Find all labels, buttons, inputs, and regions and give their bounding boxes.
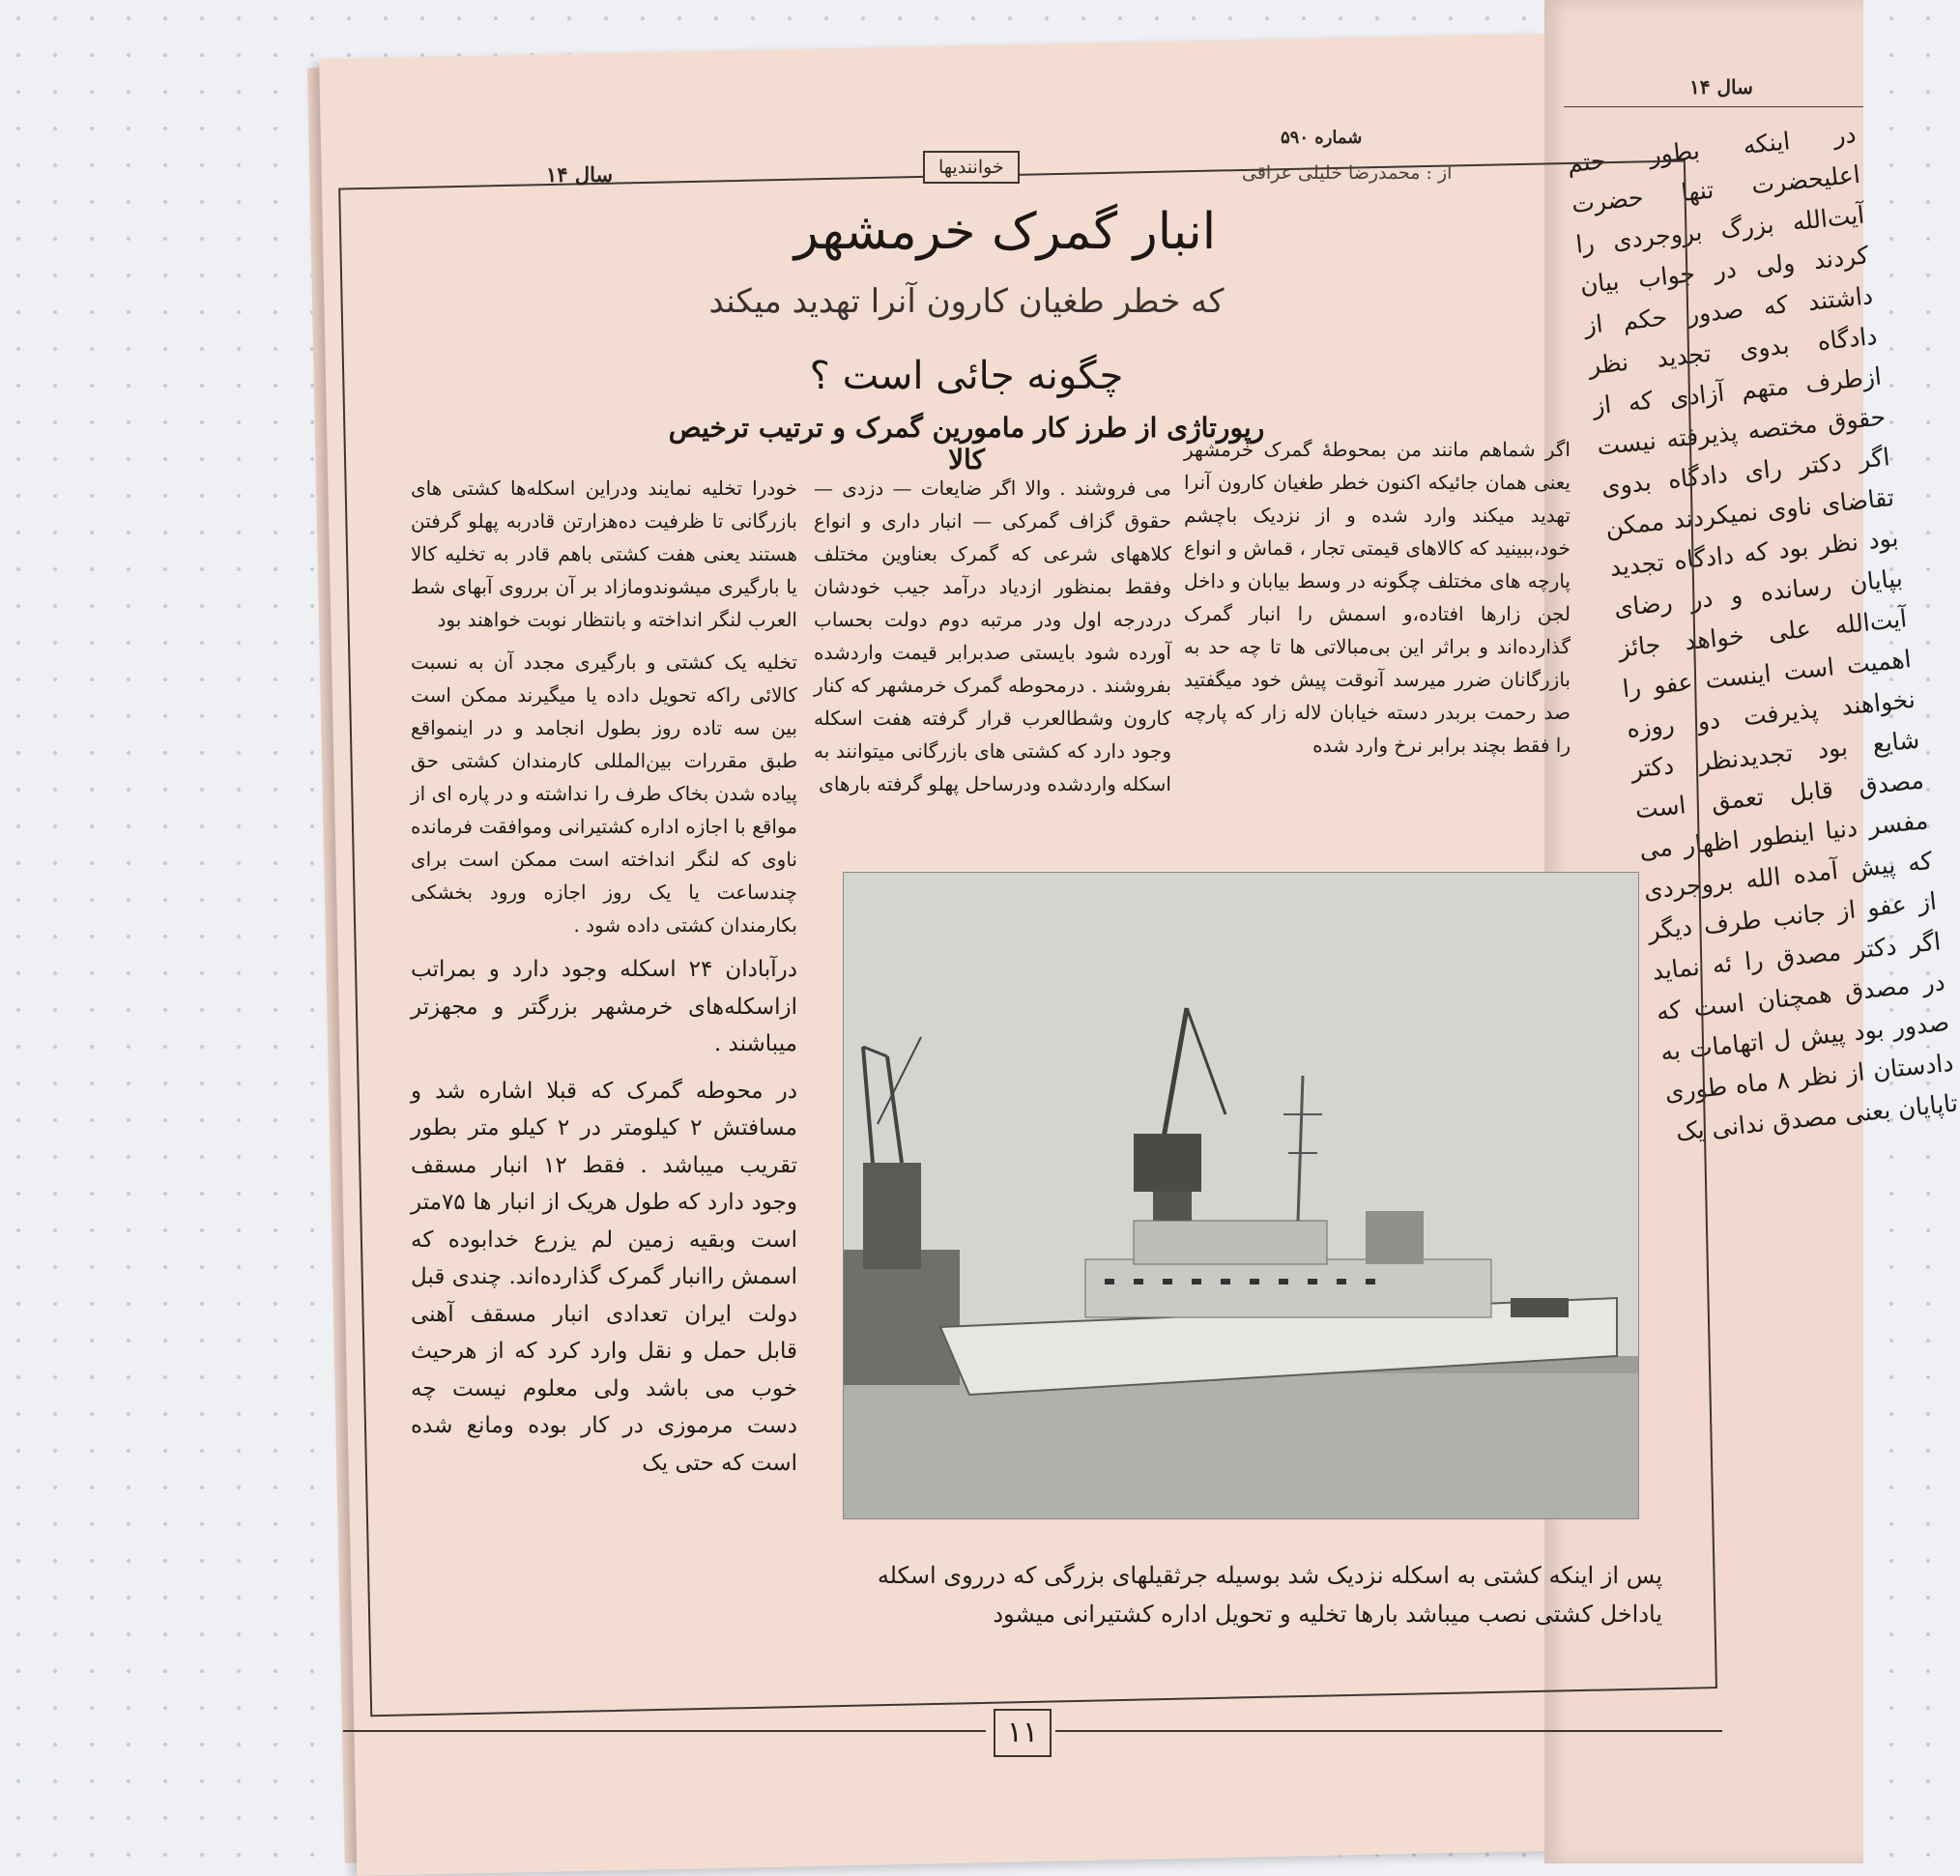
- facing-page-year: سال ۱۴: [1689, 75, 1753, 99]
- article-subtitle-question: چگونه جائی است ؟: [809, 354, 1124, 398]
- paragraph: در محوطه گمرک که قبلا اشاره شد و مسافتش ۲ کیلومتر در ۲ کیلو متر بطور تقریب میباشد . فقط ۱۲ انبار مسقف وجود دارد که طول هریک از انبار ها ۷۵متر است وبقیه زمین لم یزرع خدابوده که اسمش راانبار گمرک گذارده‌اند. چندی قبل دولت ایران تعدادی انبار مسقف آهنی قابل حمل و نقل وارد کرد که از هرحیث خوب می باشد ولی معلوم نیست چه دست مرموزی در کار بوده ومانع شده است که حتی یک: [411, 1078, 797, 1476]
- footer-rule-left: [343, 1730, 986, 1732]
- issue-number: شماره ۵۹۰: [1281, 128, 1363, 148]
- paragraph: اگر شماهم مانند من بمحوطهٔ گمرک خرمشهر یعنی همان جائیکه اکنون خطر طغیان کارون آنرا تهدید میکند وارد شده و از نزدیک باچشم خود،ببینید که کالاهای قیمتی تجار ، قماش و انواع پارچه های مختلف چگونه در وسط بیابان و داخل لجن زارها افتاده،و اسمش را انبار گمرک گذارده‌اند و براثر این بی‌مبالاتی ها تا چه حد به بازرگانان ضرر میرسد آنوقت پیش خود میگفتید صد رحمت بربدر دسته خیابان لاله زار که پارچه را فقط بچند برابر نرخ وارد شده: [1184, 438, 1571, 757]
- ship-photo: [843, 872, 1639, 1519]
- section-label: خوانندیها: [923, 151, 1020, 184]
- footer-rule-right: [1055, 1730, 1722, 1732]
- text-column-right: [1184, 433, 1571, 771]
- paragraph: درآبادان ۲۴ اسکله وجود دارد و بمراتب ازاسکله‌های خرمشهر بزرگتر و مجهزتر میباشند .: [411, 957, 797, 1056]
- photo-caption: پس از اینکه کشتی به اسکله نزدیک شد بوسیله جرثقیلهای بزرگی که درروی اسکله یاداخل کشتی نصب میباشد بارها تخلیه و تحویل اداره کشتیرانی میشود: [877, 1562, 1662, 1628]
- ship-illustration: [844, 873, 1638, 1518]
- text-column-left: [411, 472, 797, 1491]
- author-byline: از : محمدرضا خلیلی عراقی: [1242, 162, 1453, 184]
- article-subtitle: که خطر طغیان کارون آنرا تهدید میکند: [708, 282, 1225, 321]
- article-title: انبار گمرک خرمشهر: [793, 203, 1217, 261]
- facing-page-rule: [1564, 106, 1863, 107]
- paragraph: خودرا تخلیه نمایند ودراین اسکله‌ها کشتی های بازرگانی تا ظرفیت ده‌هزارتن قادربه پهلو گرفتن هستند یعنی هفت کشتی باهم قادر به تخلیه کالا یا بارگیری میشوندومازاد بر آن برروی آبهای شط العرب لنگر انداخته و بانتظار نوبت خواهند بود: [411, 476, 797, 631]
- paragraph: می فروشند . والا اگر ضایعات — دزدی — حقوق گزاف گمرکی — انبار داری و انواع کلاههای شرعی که گمرک بعناوین مختلف وفقط بمنظور ازدیاد درآمد جیب خودشان دردرجه اول ودر مرتبه دوم دولت بحساب آورده شود بایستی صدبرابر قیمت واردشده بفروشند . درمحوطه گمرک خرمشهر که کنار کارون وشطالعرب قرار گرفته هفت اسکله وجود دارد که کشتی های بازرگانی میتوانند به اسکله واردشده ودرساحل پهلو گرفته بارهای: [814, 476, 1171, 795]
- year-label: سال ۱۴: [546, 162, 614, 187]
- text-column-middle: [814, 472, 1171, 810]
- report-line: رپورتاژی از طرز کار مامورین گمرک و ترتیب ترخیص کالا: [668, 412, 1265, 476]
- page-number: ۱۱: [994, 1709, 1052, 1757]
- facing-page-text: در اینکه بطور حتم اعلیحضرت تنها حضرت آیت‌الله بزرگ بروجردی را کردند ولی در جواب بیان داشتند که صدور حکم از دادگاه بدوی تجدید نظر ازطرف متهم آزادی که از حقوق مختصه پذیرفته نیست اگر دکتر رای دادگاه بدوی تقاضای ناوی نمیکردند ممکن بود نظر بود که دادگاه تجدید بپایان رسانده و در رضای آیت‌الله علی خواهد جائز اهمیت است اینست عفو را نخواهند پذیرفت دو روزه شایع بود تجدیدنظر دکتر مصدق قابل تعمق است مفسر دنیا اینطور اظهار می که پیش آمده الله بروجردی از عفو از جانب طرف دیگر اگر دکتر مصدق را ئه نماید در مصدق همچنان است که صدور بود پیش ل اتهامات به دادستان از نظر ۸ ماه طوری تاپایان بعنی مصدق ندانی یک: [1566, 119, 1960, 1146]
- paragraph: تخلیه یک کشتی و بارگیری مجدد آن به نسبت کالائی راکه تحویل داده یا میگیرند ممکن است بین سه تاده روز بطول انجامد و در اینمواقع طبق مقررات بین‌المللی کارمندان کشتی حق پیاده شدن بخاک طرف را نداشته و در پاره ای از مواقع با اجازه اداره کشتیرانی وموافقت فرمانده ناوی که لنگر انداخته است ممکن است برای چندساعت یا یک روز اجازه ورود بخشکی بکارمندان کشتی داده شود .: [411, 650, 797, 937]
